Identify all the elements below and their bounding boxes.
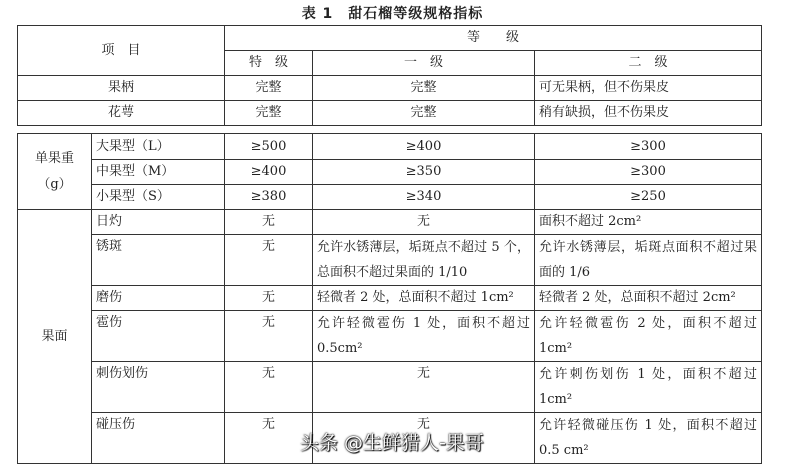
grade-table-basic xyxy=(17,25,762,126)
cell: ≥300 xyxy=(535,160,762,185)
table-row xyxy=(18,185,762,210)
row-label: 花萼 xyxy=(18,101,225,126)
cell: 允许轻微碰压伤 1 处，面积不超过 0.5 cm² xyxy=(535,413,762,464)
table-row xyxy=(18,76,762,101)
cell: 完整 xyxy=(313,101,535,126)
table-row xyxy=(18,160,762,185)
row-label: 大果型（L） xyxy=(92,134,225,160)
cell: ≥400 xyxy=(225,160,313,185)
cell: 完整 xyxy=(225,101,313,126)
cell: 允许刺伤划伤 1 处，面积不超过 1cm² xyxy=(535,362,762,413)
table-row xyxy=(18,362,762,413)
table-row xyxy=(18,134,762,160)
cell: 无 xyxy=(225,311,313,362)
row-label: 果柄 xyxy=(18,76,225,101)
cell: ≥340 xyxy=(313,185,535,210)
group-weight-label: 单果重 xyxy=(34,150,74,166)
table-title: 表 1 甜石榴等级规格指标 xyxy=(301,6,484,22)
cell: ≥500 xyxy=(225,134,313,160)
header-item: 项 目 xyxy=(18,26,225,76)
row-label: 中果型（M） xyxy=(92,160,225,185)
table-row xyxy=(18,235,762,286)
header-row xyxy=(18,26,762,51)
cell: 稍有缺损，但不伤果皮 xyxy=(535,101,762,126)
watermark: 头条 @生鲜猎人-果哥 xyxy=(300,432,484,454)
row-label: 日灼 xyxy=(92,210,225,235)
cell: 无 xyxy=(225,286,313,311)
cell: 允许水锈薄层，垢斑点面积不超过果面的 1/6 xyxy=(535,235,762,286)
cell: 允许水锈薄层，垢斑点不超过 5 个，总面积不超过果面的 1/10 xyxy=(313,235,535,286)
cell: ≥350 xyxy=(313,160,535,185)
row-label: 锈斑 xyxy=(92,235,225,286)
cell: 无 xyxy=(313,210,535,235)
cell: ≥250 xyxy=(535,185,762,210)
grade-table-detail xyxy=(17,133,762,464)
cell: 轻微者 2 处，总面积不超过 2cm² xyxy=(535,286,762,311)
cell: 无 xyxy=(313,413,535,464)
table-row xyxy=(18,210,762,235)
cell: 可无果柄，但不伤果皮 xyxy=(535,76,762,101)
header-grade-special: 特 级 xyxy=(225,51,313,76)
row-label: 刺伤划伤 xyxy=(92,362,225,413)
cell: ≥400 xyxy=(313,134,535,160)
row-label: 小果型（S） xyxy=(92,185,225,210)
group-weight xyxy=(18,134,92,210)
cell: 无 xyxy=(225,413,313,464)
cell: ≥380 xyxy=(225,185,313,210)
cell: 允许轻微雹伤 2 处，面积不超过 1cm² xyxy=(535,311,762,362)
row-label: 碰压伤 xyxy=(92,413,225,464)
cell: ≥300 xyxy=(535,134,762,160)
group-weight-unit: （g） xyxy=(37,176,72,192)
cell: 允许轻微雹伤 1 处，面积不超过 0.5cm² xyxy=(313,311,535,362)
cell: 无 xyxy=(225,362,313,413)
table-row xyxy=(18,286,762,311)
cell: 面积不超过 2cm² xyxy=(535,210,762,235)
table-row xyxy=(18,311,762,362)
cell: 无 xyxy=(225,235,313,286)
row-label: 雹伤 xyxy=(92,311,225,362)
cell: 无 xyxy=(313,362,535,413)
header-grade: 等 级 xyxy=(225,26,762,51)
group-surface: 果面 xyxy=(18,210,92,464)
row-label: 磨伤 xyxy=(92,286,225,311)
cell: 无 xyxy=(225,210,313,235)
header-grade-first: 一 级 xyxy=(313,51,535,76)
cell: 轻微者 2 处，总面积不超过 1cm² xyxy=(313,286,535,311)
cell: 完整 xyxy=(313,76,535,101)
cell: 完整 xyxy=(225,76,313,101)
table-row xyxy=(18,101,762,126)
header-grade-second: 二 级 xyxy=(535,51,762,76)
